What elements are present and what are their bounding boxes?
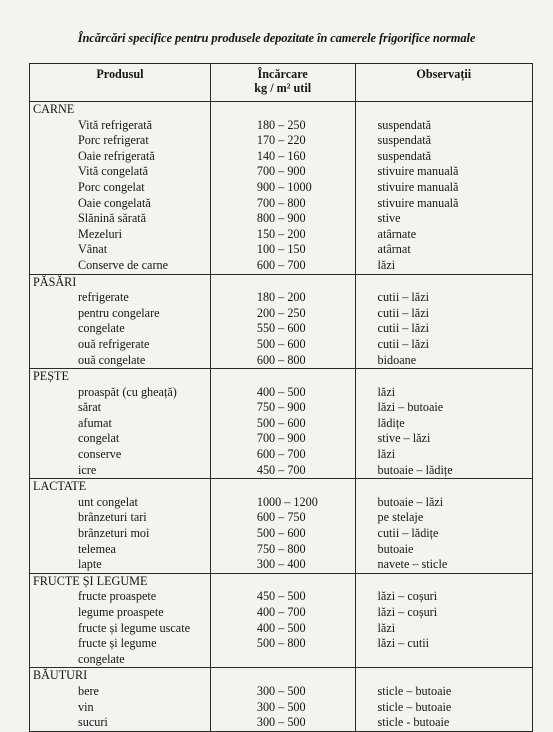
product-cell: vin — [30, 700, 211, 716]
table-row — [30, 526, 533, 542]
load-cell: 600 – 700 — [210, 258, 355, 274]
observation-cell: stivuire manuală — [355, 164, 532, 180]
table-row — [30, 684, 533, 700]
product-cell: sucuri — [30, 715, 211, 731]
table-row — [30, 416, 533, 432]
category-load-cell — [210, 573, 355, 589]
category-row — [30, 668, 533, 684]
load-cell: 200 – 250 — [210, 306, 355, 322]
category-load-cell — [210, 479, 355, 495]
observation-cell: lădițe — [355, 416, 532, 432]
observation-cell: stivuire manuală — [355, 196, 532, 212]
product-cell: legume proaspete — [30, 605, 211, 621]
category-load-cell — [210, 668, 355, 684]
table-row — [30, 636, 533, 652]
observation-cell: lăzi – butoaie — [355, 400, 532, 416]
category-name: PEȘTE — [30, 369, 211, 385]
observation-cell: stive – lăzi — [355, 431, 532, 447]
category-load-cell — [210, 369, 355, 385]
product-cell: fructe și legume — [30, 636, 211, 652]
table-row — [30, 164, 533, 180]
header-product: Produsul — [30, 64, 211, 102]
load-cell: 180 – 250 — [210, 118, 355, 134]
table-row — [30, 337, 533, 353]
category-obs-cell — [355, 369, 532, 385]
table-row — [30, 605, 533, 621]
load-cell: 400 – 500 — [210, 621, 355, 637]
load-cell: 700 – 900 — [210, 431, 355, 447]
product-cell: icre — [30, 463, 211, 479]
table-row — [30, 211, 533, 227]
table-row — [30, 242, 533, 258]
product-cell: fructe proaspete — [30, 589, 211, 605]
load-cell: 1000 – 1200 — [210, 495, 355, 511]
observation-cell: navete – sticle — [355, 557, 532, 573]
table-header-row — [30, 64, 533, 102]
load-cell: 300 – 500 — [210, 684, 355, 700]
product-cell: Vită congelată — [30, 164, 211, 180]
product-cell: brânzeturi tari — [30, 510, 211, 526]
table-row — [30, 621, 533, 637]
table-row — [30, 463, 533, 479]
table-row — [30, 258, 533, 274]
observation-cell: lăzi — [355, 621, 532, 637]
observation-cell: stive — [355, 211, 532, 227]
observation-cell: pe stelaje — [355, 510, 532, 526]
table-row — [30, 353, 533, 369]
document-title: Încărcări specifice pentru produsele depozitate în camerele frigorifice normale — [77, 31, 476, 45]
load-cell: 500 – 600 — [210, 337, 355, 353]
load-cell: 300 – 500 — [210, 715, 355, 731]
load-cell: 100 – 150 — [210, 242, 355, 258]
category-name: LACTATE — [30, 479, 211, 495]
category-obs-cell — [355, 274, 532, 290]
load-cell: 750 – 900 — [210, 400, 355, 416]
table-row — [30, 510, 533, 526]
observation-cell: suspendată — [355, 133, 532, 149]
category-name: CARNE — [30, 102, 211, 118]
observation-cell: lăzi — [355, 385, 532, 401]
header-load-line1: Încărcare — [257, 67, 308, 81]
observation-cell: sticle – butoaie — [355, 684, 532, 700]
category-load-cell — [210, 274, 355, 290]
load-cell: 700 – 800 — [210, 196, 355, 212]
table-row — [30, 180, 533, 196]
observation-cell: butoaie – lădițe — [355, 463, 532, 479]
table-row — [30, 400, 533, 416]
load-cell: 700 – 900 — [210, 164, 355, 180]
observation-cell: butoaie – lăzi — [355, 495, 532, 511]
table-row — [30, 133, 533, 149]
table-row — [30, 715, 533, 731]
load-cell: 750 – 800 — [210, 542, 355, 558]
observation-cell: cutii – lăzi — [355, 321, 532, 337]
load-cell: 500 – 600 — [210, 416, 355, 432]
load-cell: 180 – 200 — [210, 290, 355, 306]
category-name: PĂSĂRI — [30, 274, 211, 290]
observation-cell: cutii – lăzi — [355, 290, 532, 306]
header-load-line2: kg / m² util — [254, 81, 312, 95]
load-cell: 600 – 750 — [210, 510, 355, 526]
product-cell: conserve — [30, 447, 211, 463]
category-obs-cell — [355, 479, 532, 495]
observation-cell: butoaie — [355, 542, 532, 558]
product-cell: brânzeturi moi — [30, 526, 211, 542]
observation-cell: suspendată — [355, 149, 532, 165]
load-cell: 450 – 500 — [210, 589, 355, 605]
table-row — [30, 290, 533, 306]
observation-cell: lăzi – coșuri — [355, 605, 532, 621]
category-obs-cell — [355, 573, 532, 589]
table-body — [30, 102, 533, 732]
product-cell: afumat — [30, 416, 211, 432]
load-cell: 550 – 600 — [210, 321, 355, 337]
observation-cell: lăzi – cutii — [355, 636, 532, 652]
observation-cell: cutii – lădițe — [355, 526, 532, 542]
observation-cell: sticle – butoaie — [355, 700, 532, 716]
category-load-cell — [210, 102, 355, 118]
category-name: FRUCTE ȘI LEGUME — [30, 573, 211, 589]
header-observations: Observații — [355, 64, 532, 102]
load-cell: 900 – 1000 — [210, 180, 355, 196]
product-cell: unt congelat — [30, 495, 211, 511]
product-cell: Mezeluri — [30, 227, 211, 243]
product-cell: congelate — [30, 321, 211, 337]
observation-cell — [355, 652, 532, 668]
table-row — [30, 306, 533, 322]
observation-cell: lăzi — [355, 258, 532, 274]
table-row — [30, 196, 533, 212]
product-cell: telemea — [30, 542, 211, 558]
product-cell: proaspăt (cu gheață) — [30, 385, 211, 401]
product-cell: pentru congelare — [30, 306, 211, 322]
product-cell: refrigerate — [30, 290, 211, 306]
category-row — [30, 573, 533, 589]
load-cell: 450 – 700 — [210, 463, 355, 479]
table-row — [30, 118, 533, 134]
product-cell: ouă refrigerate — [30, 337, 211, 353]
table-row — [30, 495, 533, 511]
load-cell: 170 – 220 — [210, 133, 355, 149]
product-cell: Conserve de carne — [30, 258, 211, 274]
load-cell: 600 – 800 — [210, 353, 355, 369]
observation-cell: cutii – lăzi — [355, 337, 532, 353]
load-cell: 300 – 400 — [210, 557, 355, 573]
category-obs-cell — [355, 102, 532, 118]
load-cell — [210, 652, 355, 668]
product-cell: Vânat — [30, 242, 211, 258]
table-row — [30, 557, 533, 573]
table-row — [30, 447, 533, 463]
product-cell: Porc refrigerat — [30, 133, 211, 149]
product-cell: congelate — [30, 652, 211, 668]
observation-cell: atârnat — [355, 242, 532, 258]
product-cell: Porc congelat — [30, 180, 211, 196]
storage-load-table — [29, 63, 533, 732]
load-cell: 400 – 500 — [210, 385, 355, 401]
load-cell: 140 – 160 — [210, 149, 355, 165]
observation-cell: bidoane — [355, 353, 532, 369]
observation-cell: sticle - butoaie — [355, 715, 532, 731]
table-row — [30, 385, 533, 401]
product-cell: Vită refrigerată — [30, 118, 211, 134]
load-cell: 500 – 800 — [210, 636, 355, 652]
load-cell: 500 – 600 — [210, 526, 355, 542]
load-cell: 600 – 700 — [210, 447, 355, 463]
table-row — [30, 431, 533, 447]
product-cell: Slănină sărată — [30, 211, 211, 227]
table-row — [30, 589, 533, 605]
product-cell: congelat — [30, 431, 211, 447]
product-cell: fructe și legume uscate — [30, 621, 211, 637]
header-load — [210, 64, 355, 102]
load-cell: 400 – 700 — [210, 605, 355, 621]
observation-cell: cutii – lăzi — [355, 306, 532, 322]
category-row — [30, 479, 533, 495]
load-cell: 300 – 500 — [210, 700, 355, 716]
observation-cell: lăzi – coșuri — [355, 589, 532, 605]
observation-cell: atârnate — [355, 227, 532, 243]
category-row — [30, 102, 533, 118]
product-cell: ouă congelate — [30, 353, 211, 369]
product-cell: Oaie congelată — [30, 196, 211, 212]
observation-cell: lăzi — [355, 447, 532, 463]
table-row — [30, 227, 533, 243]
table-row — [30, 542, 533, 558]
product-cell: lapte — [30, 557, 211, 573]
load-cell: 800 – 900 — [210, 211, 355, 227]
product-cell: bere — [30, 684, 211, 700]
load-cell: 150 – 200 — [210, 227, 355, 243]
table-row — [30, 149, 533, 165]
table-row — [30, 321, 533, 337]
observation-cell: suspendată — [355, 118, 532, 134]
observation-cell: stivuire manuală — [355, 180, 532, 196]
category-obs-cell — [355, 668, 532, 684]
product-cell: Oaie refrigerată — [30, 149, 211, 165]
category-name: BĂUTURI — [30, 668, 211, 684]
table-row — [30, 700, 533, 716]
product-cell: sărat — [30, 400, 211, 416]
table-row — [30, 652, 533, 668]
category-row — [30, 369, 533, 385]
category-row — [30, 274, 533, 290]
